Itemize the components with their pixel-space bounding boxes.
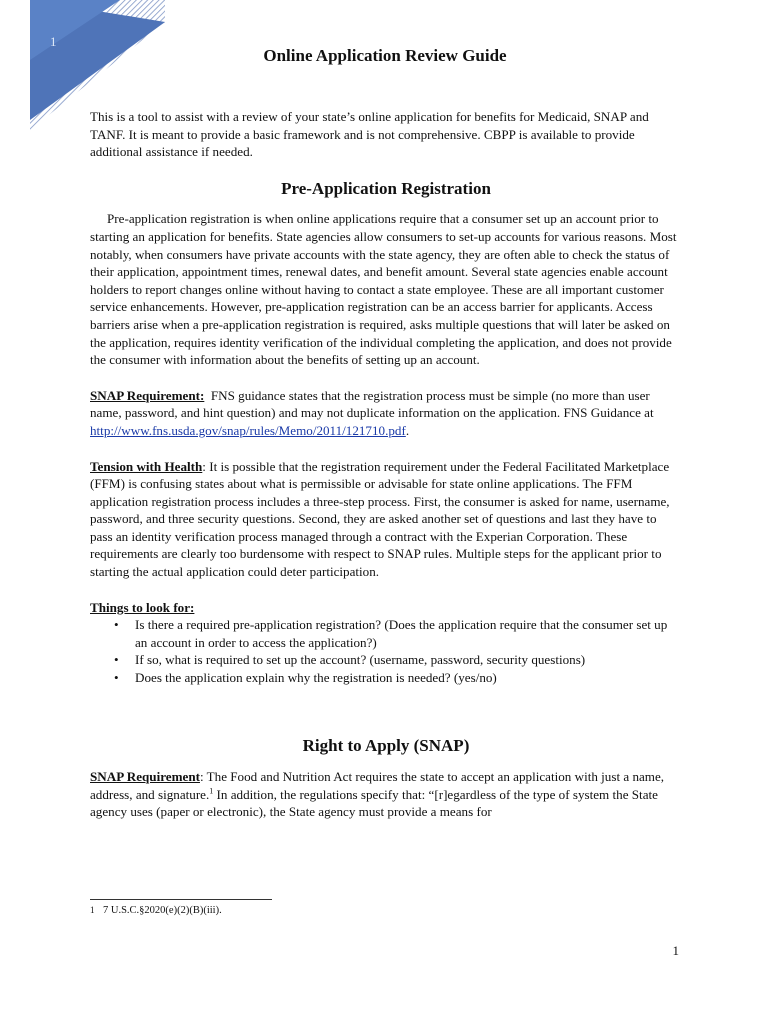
things-to-look-for-list — [90, 616, 682, 686]
section-heading-right-to-apply: Right to Apply (SNAP) — [302, 735, 470, 755]
footnote-reference[interactable]: 1 — [209, 786, 214, 796]
footnote-divider — [90, 899, 272, 900]
snap-requirement-paragraph — [90, 387, 682, 440]
bullet-icon: • — [114, 670, 119, 686]
things-to-look-for-heading: Things to look for: — [90, 599, 195, 615]
list-item-text: Does the application explain why the registration is needed? (yes/no) — [135, 670, 497, 686]
fns-guidance-link[interactable]: http://www.fns.usda.gov/snap/rules/Memo/2011/121710.pdf — [90, 422, 406, 438]
right-to-apply-paragraph — [90, 768, 682, 821]
footnote — [90, 905, 222, 916]
footnote-number: 1 — [90, 905, 95, 915]
bullet-icon: • — [114, 652, 119, 668]
list-item — [114, 651, 682, 669]
list-item-text: Is there a required pre-application registration? (Does the application require that the consumer set up an account in order to access the application?) — [135, 617, 668, 650]
section-heading-pre-application: Pre-Application Registration — [281, 178, 491, 198]
page-number: 1 — [672, 943, 679, 958]
snap-requirement-label: SNAP Requirement: — [90, 387, 205, 403]
corner-number: 1 — [50, 34, 57, 49]
footnote-text: 7 U.S.C.§2020(e)(2)(B)(iii). — [103, 905, 222, 916]
list-item — [114, 616, 682, 651]
right-to-apply-text-continued: In addition, the regulations specify that: “[r]egardless of the type of system the State agency uses (paper or electronic), the State agency must provide a means for — [90, 786, 658, 820]
pre-application-paragraph: Pre-application registration is when online applications require that a consumer set up an account prior to starting an application for benefits. State agencies allow consumers to set-up accounts for various reasons. Most notably, when consumers have private accounts with the state agency, they are often able to check the status of their application, appointment times, renewal dates, and benefit amount. Several state agencies enable account holders to report changes online without having to contact a state employee. These are all important customer service enhancements. However, pre-application registration can be an access barrier for applicants. Access barriers arise when a pre-application registration is required, asks multiple questions that will later be asked on the application, requires identity verification of the individual completing the application, and does not provide the consumer with information about the benefits of setting up an account. — [90, 211, 677, 368]
right-to-apply-snap-label: SNAP Requirement — [90, 769, 200, 785]
snap-requirement-period: . — [405, 422, 410, 438]
tension-with-health-label: Tension with Health — [90, 458, 203, 474]
list-item-text: If so, what is required to set up the account? (username, password, security questions) — [135, 652, 586, 668]
right-to-apply-text: : The Food and Nutrition Act requires the state to accept an application with just a name, address, and signature. — [90, 769, 665, 802]
things-to-look-for-label — [90, 599, 682, 617]
snap-requirement-text: FNS guidance states that the registration process must be simple (no more than user name, password, and hint question) and may not duplicate information on the application. FNS Guidance at — [90, 387, 654, 421]
document-body — [90, 108, 682, 821]
intro-paragraph: This is a tool to assist with a review of your state’s online application for benefits for Medicaid, SNAP and TANF. It is meant to provide a basic framework and is not comprehensive. CBPP is available to provide additional assistance if needed. — [90, 109, 649, 160]
bullet-icon: • — [114, 617, 119, 633]
list-item — [114, 669, 682, 687]
tension-with-health-text: : It is possible that the registration requirement under the Federal Facilitated Marketplace (FFM) is confusing states about what is permissible or advisable for state online applications. The FFM application registration process includes a three-step process. First, the consumer is asked for name, username, password, and three security questions. Second, they are asked another set of questions and last they have to pass an identity verification process managed through a contract with the Experian Corporation. These requirements are clearly too burdensome with respect to SNAP rules. Multiple steps for the applicant prior to starting the actual application could deter participation. — [90, 458, 670, 580]
document-title: Online Application Review Guide — [263, 46, 507, 65]
tension-with-health-paragraph — [90, 458, 682, 581]
